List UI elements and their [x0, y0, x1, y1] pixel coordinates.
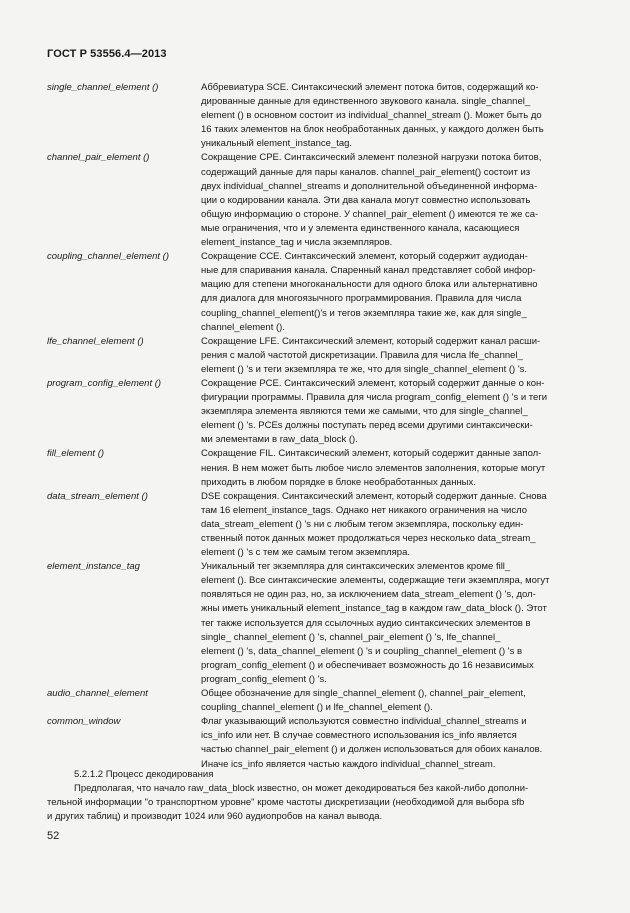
- decoding-section: [47, 768, 587, 824]
- definition-text: [201, 490, 587, 560]
- text-line: там 16 element_instance_tags. Однако нет никакого ограничения на число: [201, 504, 528, 516]
- definition-term: lfe_channel_element (): [47, 335, 144, 347]
- definition-row: [47, 687, 587, 715]
- text-line: Сокращение CPE. Синтаксический элемент полезной нагрузки потока битов,: [201, 152, 542, 164]
- text-line: фигурации программы. Правила для числа program_config_element () 's и теги: [201, 392, 548, 404]
- text-line: тельной информации "о транспортном уровне" кроме частоты дискретизации (необходимой для выбора sfb: [47, 797, 525, 809]
- definition-text: [201, 560, 587, 687]
- definition-text: [201, 81, 587, 151]
- definition-term: single_channel_element (): [47, 82, 159, 93]
- text-line: дированные данные для единственного звукового канала. single_channel_: [201, 96, 531, 108]
- definition-term: element_instance_tag: [47, 561, 140, 573]
- text-line: coupling_channel_element () и lfe_channel_element ().: [201, 702, 433, 714]
- definition-text: [201, 687, 587, 715]
- text-line: уникальный element_instance_tag.: [201, 138, 353, 150]
- text-line: program_config_element () и обеспечивает возможность до 16 независимых: [201, 659, 534, 671]
- text-line: Предполагая, что начало raw_data_block известно, он может декодироваться без какой-либо дополни-: [74, 783, 529, 795]
- definition-row: [47, 490, 587, 560]
- definition-row: [47, 151, 587, 250]
- text-line: общую информацию о стороне. У channel_pair_element () имеются те же са-: [201, 208, 539, 220]
- definition-text: [201, 151, 587, 250]
- definition-term: audio_channel_element: [47, 688, 148, 700]
- definition-text: [201, 250, 587, 335]
- text-line: Сокращение FIL. Синтаксический элемент, который содержит данные запол-: [201, 448, 542, 460]
- definition-term: data_stream_element (): [47, 490, 148, 502]
- text-line: содержащий данные для пары каналов. channel_pair_element() состоит из: [201, 166, 531, 178]
- definition-term: program_config_element (): [47, 377, 162, 389]
- text-line: element () 's. PCEs должны поступать перед всеми другими синтаксически-: [201, 420, 533, 432]
- text-line: element_instance_tag и числа экземпляров.: [201, 237, 393, 249]
- definition-row: [47, 715, 587, 771]
- definition-row: [47, 447, 587, 489]
- definition-text: [201, 447, 587, 489]
- definitions-list: [47, 81, 587, 772]
- definition-row: [47, 250, 587, 335]
- text-line: Сокращение PCE. Синтаксический элемент, который содержит данные о кон-: [201, 377, 545, 389]
- text-line: Уникальный тег экземпляра для синтаксических элементов кроме fill_: [201, 561, 511, 573]
- text-line: мые ограничения, что и у элемента единственного канала, касающиеся: [201, 222, 520, 234]
- text-line: Сокращение CCE. Синтаксический элемент, который содержит аудиодан-: [201, 251, 528, 263]
- definition-text: [201, 335, 587, 377]
- text-line: element (). Все синтаксические элементы, содержащие теги экземпляра, могут: [201, 575, 550, 587]
- text-line: Общее обозначение для single_channel_element (), channel_pair_element,: [201, 688, 526, 700]
- definition-row: [47, 81, 587, 151]
- text-line: element () 's с тем же самым тегом экземпляра.: [201, 547, 410, 559]
- text-line: для диалога для многоязычного программирования. Правила для числа: [201, 293, 522, 305]
- definition-text: [201, 715, 587, 771]
- text-line: program_config_element () 's.: [201, 673, 327, 685]
- text-line: частью channel_pair_element () и должен использоваться для обоих каналов.: [201, 744, 543, 756]
- text-line: ции о кодировании канала. Эти два канала могут совместно использовать: [201, 194, 531, 206]
- text-line: нения. В нем может быть любое число элементов заполнения, которые могут: [201, 462, 546, 474]
- text-line: DSE сокращения. Синтаксический элемент, который содержит данные. Снова: [201, 490, 547, 502]
- text-line: Иначе ics_info является частью каждого individual_channel_stream.: [201, 758, 496, 770]
- text-line: data_stream_element () 's ни с любым тегом экземпляра, поскольку един-: [201, 518, 524, 530]
- definition-term: channel_pair_element (): [47, 152, 150, 164]
- section-heading: 5.2.1.2 Процесс декодирования: [74, 769, 214, 780]
- text-line: element () 's и теги экземпляра те же, что для single_channel_element () 's.: [201, 363, 528, 375]
- page-number: 52: [47, 830, 60, 842]
- text-line: ные для спаривания канала. Спаренный канал представляет собой инфор-: [201, 265, 536, 277]
- definition-row: [47, 377, 587, 447]
- definition-term: common_window: [47, 716, 121, 728]
- standard-header: ГОСТ Р 53556.4—2013: [47, 48, 167, 60]
- text-line: Аббревиатура SCE. Синтаксический элемент потока битов, содержащий ко-: [201, 82, 539, 93]
- text-line: ics_info или нет. В случае совместного использования ics_info является: [201, 730, 517, 742]
- text-line: появляться не один раз, но, за исключением data_stream_element () 's, дол-: [201, 589, 536, 601]
- text-line: рения с малой частотой дискретизации. Правила для числа lfe_channel_: [201, 349, 523, 361]
- text-line: ми элементами в raw_data_block ().: [201, 434, 358, 446]
- definition-row: [47, 335, 587, 377]
- definition-text: [201, 377, 587, 447]
- definition-term: fill_element (): [47, 448, 105, 460]
- text-line: coupling_channel_element()'s и тегов экземпляра такие же, как для single_: [201, 307, 527, 319]
- definition-term: coupling_channel_element (): [47, 251, 169, 263]
- text-line: channel_element ().: [201, 321, 285, 333]
- text-line: тег также используется для ссылочных аудио синтаксических элементов в: [201, 617, 531, 629]
- text-line: single_ channel_element () 's, channel_pair_element () 's, lfe_channel_: [201, 631, 501, 643]
- text-line: element () 's, data_channel_element () 's и coupling_channel_element () 's в: [201, 645, 523, 657]
- text-line: жны иметь уникальный element_instance_tag в каждом raw_data_block (). Этот: [201, 603, 547, 615]
- text-line: 16 таких элементов на блок необработанных данных, у каждого должен быть: [201, 124, 544, 136]
- text-line: экземпляра элемента являются теми же самыми, что для single_channel_: [201, 406, 528, 418]
- text-line: приходить в любом порядке в блоке необработанных данных.: [201, 476, 476, 488]
- text-line: ственный поток данных может продолжаться через несколько data_stream_: [201, 533, 536, 544]
- text-line: element () в основном состоит из individual_channel_stream (). Может быть до: [201, 110, 542, 122]
- text-line: Флаг указывающий используются совместно individual_channel_streams и: [201, 716, 527, 728]
- text-line: мацию для степени многоканальности для одного блока или альтернативно: [201, 279, 538, 291]
- text-line: Сокращение LFE. Синтаксический элемент, который содержит канал расши-: [201, 335, 541, 347]
- text-line: и других таблиц) и производит 1024 или 960 аудиопробов на канал вывода.: [47, 811, 383, 823]
- text-line: двух individual_channel_streams и дополнительной объединенной информа-: [201, 180, 538, 192]
- definition-row: [47, 560, 587, 687]
